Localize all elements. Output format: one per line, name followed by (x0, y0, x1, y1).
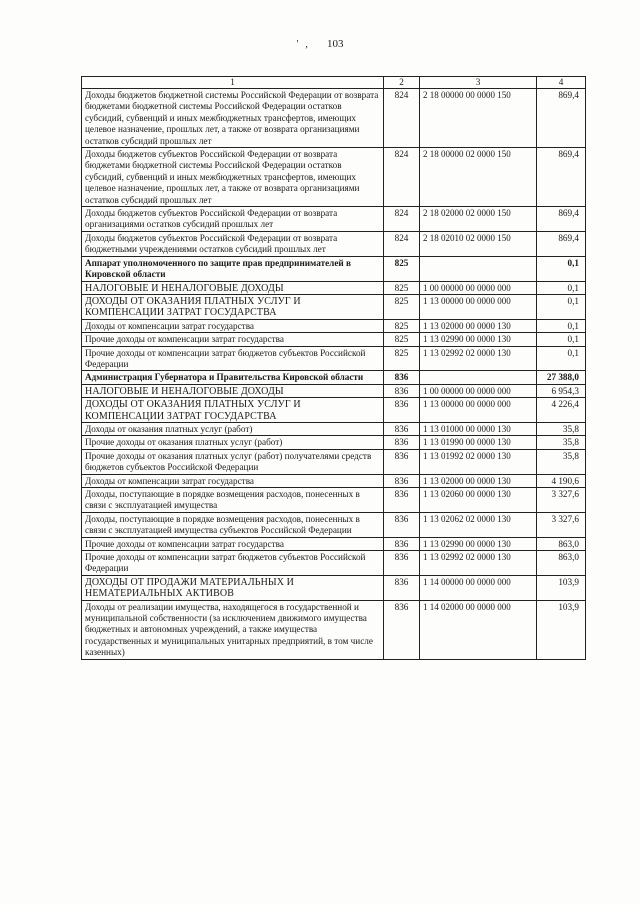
row-name-cell: Доходы от оказания платных услуг (работ) (82, 422, 384, 435)
amount-cell: 869,4 (537, 207, 586, 232)
amount-cell: 863,0 (537, 537, 586, 550)
budget-code-cell: 1 13 02062 02 0000 130 (420, 512, 537, 537)
amount-cell: 0,1 (537, 346, 586, 371)
budget-code-cell: 1 14 00000 00 0000 000 (420, 575, 537, 600)
row-name-cell: Прочие доходы от компенсации затрат государства (82, 537, 384, 550)
row-name-cell: Доходы бюджетов субъектов Российской Федерации от возврата организациями остатков субсидий прошлых лет (82, 207, 384, 232)
row-name-cell: Прочие доходы от компенсации затрат государства (82, 333, 384, 346)
budget-code-cell: 1 13 02990 00 0000 130 (420, 333, 537, 346)
amount-cell: 3 327,6 (537, 488, 586, 513)
table-row (82, 148, 586, 207)
scan-marks: ' ‚ (296, 39, 311, 50)
amount-cell: 863,0 (537, 551, 586, 576)
amount-cell: 4 190,6 (537, 474, 586, 487)
admin-code-cell: 836 (384, 384, 420, 397)
amount-cell: 0,1 (537, 256, 586, 281)
row-name-cell: Прочие доходы от оказания платных услуг (работ) получателями средств бюджетов субъектов Российской Федерации (82, 449, 384, 474)
budget-code-cell: 1 13 01000 00 0000 130 (420, 422, 537, 435)
page-number: 103 (326, 38, 344, 50)
section-row (82, 371, 586, 384)
table-row (82, 346, 586, 371)
admin-code-cell: 825 (384, 319, 420, 332)
admin-code-cell: 836 (384, 398, 420, 423)
row-name-cell: ДОХОДЫ ОТ ПРОДАЖИ МАТЕРИАЛЬНЫХ И НЕМАТЕРИАЛЬНЫХ АКТИВОВ (82, 575, 384, 600)
row-name-cell: Прочие доходы от компенсации затрат бюджетов субъектов Российской Федерации (82, 346, 384, 371)
row-name-cell: НАЛОГОВЫЕ И НЕНАЛОГОВЫЕ ДОХОДЫ (82, 281, 384, 294)
budget-code-cell: 1 13 00000 00 0000 000 (420, 294, 537, 319)
admin-code-cell: 824 (384, 89, 420, 148)
admin-code-cell: 825 (384, 281, 420, 294)
amount-cell: 0,1 (537, 333, 586, 346)
row-name-cell: Доходы от компенсации затрат государства (82, 474, 384, 487)
table-row (82, 319, 586, 332)
admin-code-cell: 824 (384, 231, 420, 256)
table-row (82, 551, 586, 576)
budget-code-cell: 1 13 00000 00 0000 000 (420, 398, 537, 423)
table-row (82, 281, 586, 294)
budget-code-cell (420, 371, 537, 384)
budget-code-cell (420, 256, 537, 281)
admin-code-cell: 836 (384, 512, 420, 537)
table-row (82, 422, 586, 435)
row-name-cell: Доходы от реализации имущества, находящегося в государственной и муниципальной собственности (за исключением движимого имущества бюджетных и автономных учреждений, а также имущества государственных и муниципальных унитарных предприятий, в том числе казенных) (82, 600, 384, 659)
amount-cell: 869,4 (537, 231, 586, 256)
budget-code-cell: 1 13 02992 02 0000 130 (420, 346, 537, 371)
budget-code-cell: 1 13 02992 02 0000 130 (420, 551, 537, 576)
amount-cell: 869,4 (537, 148, 586, 207)
admin-code-cell: 825 (384, 333, 420, 346)
budget-code-cell: 2 18 00000 00 0000 150 (420, 89, 537, 148)
table-row (82, 537, 586, 550)
column-header-3: 3 (420, 77, 537, 89)
row-name-cell: Доходы, поступающие в порядке возмещения расходов, понесенных в связи с эксплуатацией имущества субъектов Российской Федерации (82, 512, 384, 537)
row-name-cell: Доходы бюджетов субъектов Российской Федерации от возврата бюджетными учреждениями остатков субсидий прошлых лет (82, 231, 384, 256)
row-name-cell: Прочие доходы от оказания платных услуг (работ) (82, 436, 384, 449)
amount-cell: 35,8 (537, 422, 586, 435)
amount-cell: 869,4 (537, 89, 586, 148)
amount-cell: 0,1 (537, 294, 586, 319)
revenue-table (81, 76, 586, 660)
admin-code-cell: 836 (384, 600, 420, 659)
admin-code-cell: 824 (384, 148, 420, 207)
row-name-cell: Прочие доходы от компенсации затрат бюджетов субъектов Российской Федерации (82, 551, 384, 576)
budget-code-cell: 1 00 00000 00 0000 000 (420, 384, 537, 397)
table-row (82, 207, 586, 232)
budget-code-cell: 1 00 00000 00 0000 000 (420, 281, 537, 294)
budget-code-cell: 2 18 00000 02 0000 150 (420, 148, 537, 207)
table-row (82, 488, 586, 513)
table-row (82, 231, 586, 256)
admin-code-cell: 836 (384, 537, 420, 550)
admin-code-cell: 824 (384, 207, 420, 232)
admin-code-cell: 825 (384, 346, 420, 371)
page-header (0, 38, 640, 50)
column-header-1: 1 (82, 77, 384, 89)
table-row (82, 436, 586, 449)
amount-cell: 6 954,3 (537, 384, 586, 397)
amount-cell: 0,1 (537, 281, 586, 294)
amount-cell: 0,1 (537, 319, 586, 332)
row-name-cell: Доходы бюджетов субъектов Российской Федерации от возврата бюджетами бюджетной системы Российской Федерации остатков субсидий, субвенций и иных межбюджетных трансфертов, имеющих целевое назначение, прошлых лет, а также от возврата организациями остатков субсидий прошлых лет (82, 148, 384, 207)
table-row (82, 575, 586, 600)
row-name-cell: ДОХОДЫ ОТ ОКАЗАНИЯ ПЛАТНЫХ УСЛУГ И КОМПЕНСАЦИИ ЗАТРАТ ГОСУДАРСТВА (82, 294, 384, 319)
table-row (82, 333, 586, 346)
table-row (82, 512, 586, 537)
amount-cell: 27 388,0 (537, 371, 586, 384)
row-name-cell: Аппарат уполномоченного по защите прав предпринимателей в Кировской области (82, 256, 384, 281)
budget-code-cell: 1 13 02060 00 0000 130 (420, 488, 537, 513)
column-header-2: 2 (384, 77, 420, 89)
admin-code-cell: 836 (384, 474, 420, 487)
row-name-cell: Доходы бюджетов бюджетной системы Российской Федерации от возврата бюджетами бюджетной системы Российской Федерации остатков субсидий, субвенций и иных межбюджетных трансфертов, имеющих целевое назначение, прошлых лет, а также от возврата организациями остатков субсидий прошлых лет (82, 89, 384, 148)
admin-code-cell: 825 (384, 294, 420, 319)
table-row (82, 384, 586, 397)
budget-code-cell: 1 13 01990 00 0000 130 (420, 436, 537, 449)
admin-code-cell: 836 (384, 551, 420, 576)
admin-code-cell: 836 (384, 371, 420, 384)
budget-code-cell: 2 18 02000 02 0000 150 (420, 207, 537, 232)
admin-code-cell: 825 (384, 256, 420, 281)
admin-code-cell: 836 (384, 575, 420, 600)
budget-code-cell: 1 13 02000 00 0000 130 (420, 319, 537, 332)
admin-code-cell: 836 (384, 422, 420, 435)
row-name-cell: НАЛОГОВЫЕ И НЕНАЛОГОВЫЕ ДОХОДЫ (82, 384, 384, 397)
budget-code-cell: 2 18 02010 02 0000 150 (420, 231, 537, 256)
amount-cell: 103,9 (537, 575, 586, 600)
amount-cell: 35,8 (537, 449, 586, 474)
budget-code-cell: 1 14 02000 00 0000 000 (420, 600, 537, 659)
column-number-row (82, 77, 586, 89)
budget-code-cell: 1 13 02000 00 0000 130 (420, 474, 537, 487)
table-row (82, 474, 586, 487)
section-row (82, 256, 586, 281)
column-header-4: 4 (537, 77, 586, 89)
amount-cell: 103,9 (537, 600, 586, 659)
amount-cell: 4 226,4 (537, 398, 586, 423)
row-name-cell: Администрация Губернатора и Правительства Кировской области (82, 371, 384, 384)
table-row (82, 449, 586, 474)
table-row (82, 89, 586, 148)
admin-code-cell: 836 (384, 436, 420, 449)
admin-code-cell: 836 (384, 488, 420, 513)
table-row (82, 294, 586, 319)
table-row (82, 600, 586, 659)
amount-cell: 35,8 (537, 436, 586, 449)
admin-code-cell: 836 (384, 449, 420, 474)
row-name-cell: Доходы, поступающие в порядке возмещения расходов, понесенных в связи с эксплуатацией имущества (82, 488, 384, 513)
row-name-cell: Доходы от компенсации затрат государства (82, 319, 384, 332)
table-row (82, 398, 586, 423)
amount-cell: 3 327,6 (537, 512, 586, 537)
row-name-cell: ДОХОДЫ ОТ ОКАЗАНИЯ ПЛАТНЫХ УСЛУГ И КОМПЕНСАЦИИ ЗАТРАТ ГОСУДАРСТВА (82, 398, 384, 423)
budget-code-cell: 1 13 01992 02 0000 130 (420, 449, 537, 474)
budget-code-cell: 1 13 02990 00 0000 130 (420, 537, 537, 550)
